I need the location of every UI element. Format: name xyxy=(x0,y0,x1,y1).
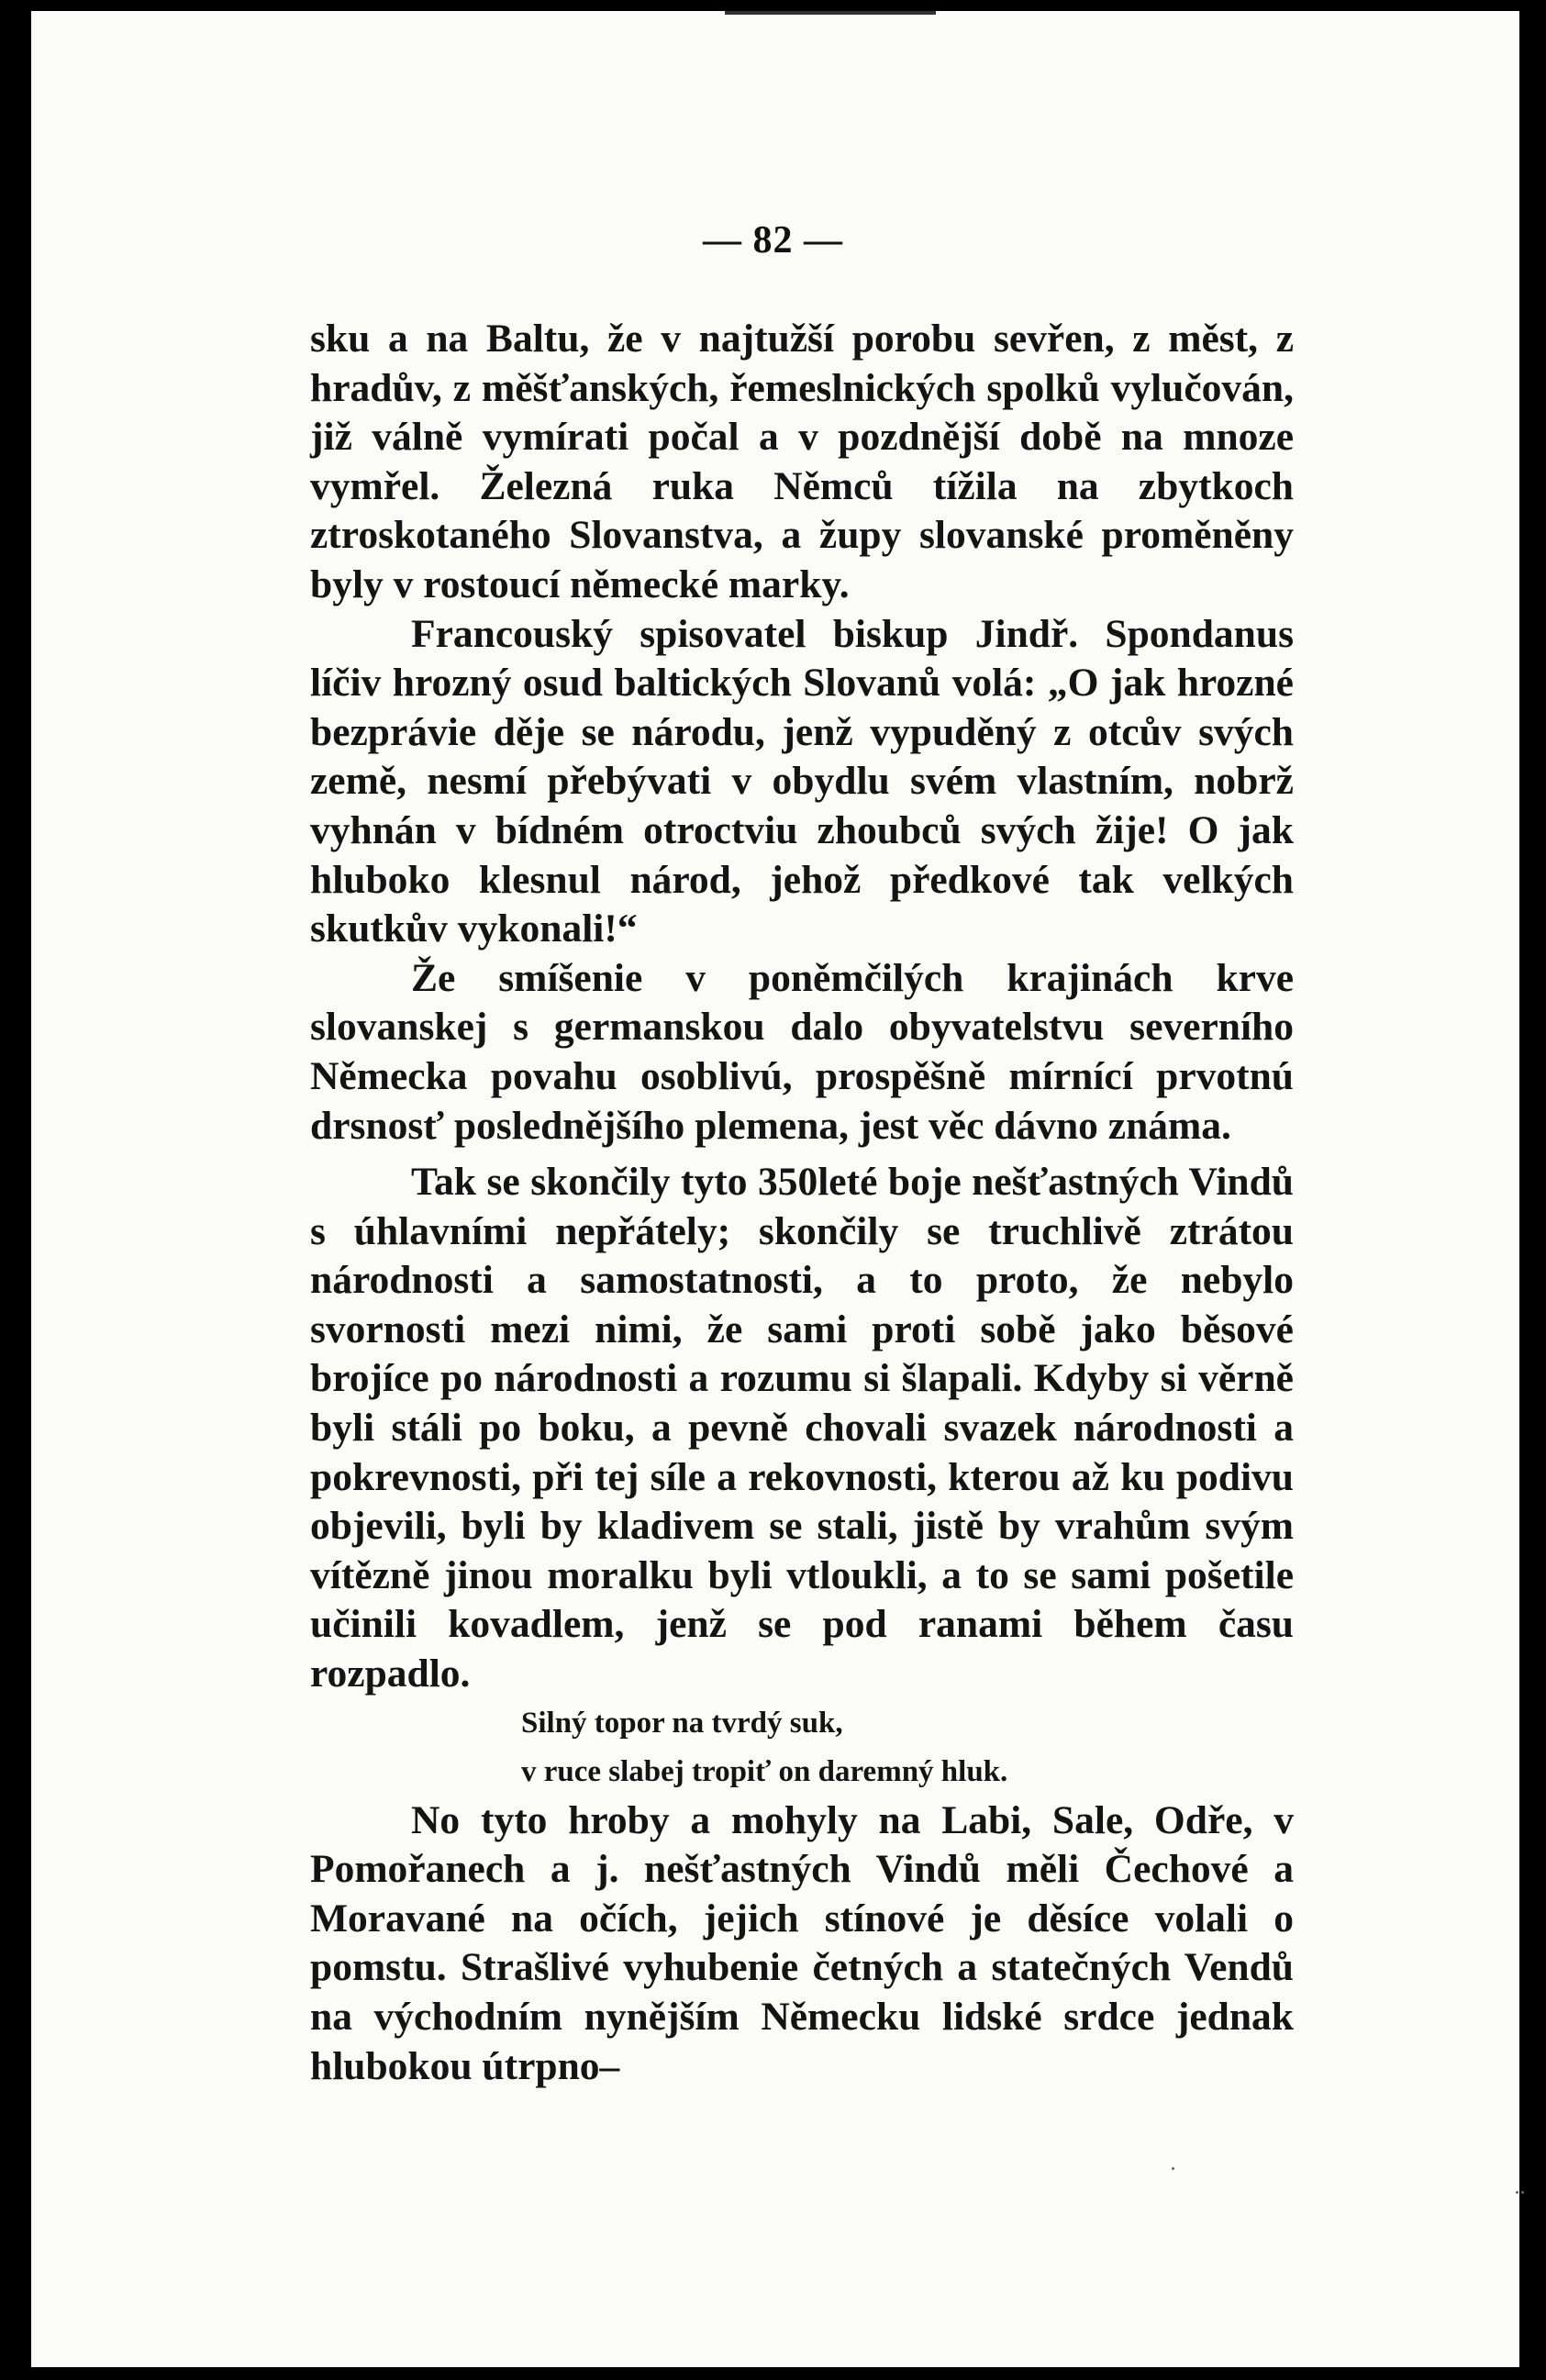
verse-line-1: Silný topor na tvrdý suk, xyxy=(521,1706,843,1740)
verse-line-2: v ruce slabej tropiť on daremný hluk. xyxy=(521,1754,1008,1788)
page-body xyxy=(310,315,1294,2091)
paragraph-4: Tak se skončily tyto 350leté boje nešťastných Vindů s úhlavními nepřátely; skončily se truchlivě ztrátou národnosti a samostatnosti, a to proto, že nebylo svornosti mezi nimi, že sami proti sobě jako běsové brojíce po národnosti a rozumu si šlapali. Kdyby si věrně byli stáli po boku, a pevně chovali svazek národnosti a pokrevnosti, při tej síle a rekovnosti, kterou až ku podivu objevili, byli by kladivem se stali, jistě by vrahům svým vítězně jinou moralku byli vtloukli, a to se sami pošetile učinili kovadlem, jenž se pod ranami během času rozpadlo. xyxy=(310,1160,1294,1696)
speck-mark xyxy=(1172,2167,1174,2170)
paragraph-2: Francouský spisovatel biskup Jindř. Spondanus líčiv hrozný osud baltických Slovanů volá: „O jak hrozné bezprávie děje se národu, jenž vypuděný z otcův svých země, nesmí přebývati v obydlu svém vlastním, nobrž vyhnán v bídném otroctviu zhoubců svých žije! O jak hluboko klesnul národ, jehož předkové tak velkých skutkův vykonali!“ xyxy=(310,611,1294,951)
speck-mark xyxy=(1516,2191,1518,2194)
paragraph-3: Že smíšenie v poněmčilých krajinách krve slovanskej s germanskou dalo obyvatelstvu severního Německa povahu osoblivú, prospěšně mírnící prvotnú drsnosť poslednějšího plemena, jest věc dávno známa. xyxy=(310,955,1294,1148)
paragraph-1: sku a na Baltu, že v najtužší porobu sevřen, z měst, z hradův, z měšťanských, řemeslnických spolků vylučován, již válně vymírati počal a v pozdnější době na mnoze vymřel. Železná ruka Němců tížila na zbytkoch ztroskotaného Slovanstva, a župy slovanské proměněny byly v rostoucí německé marky. xyxy=(310,317,1294,606)
top-edge-mark xyxy=(725,11,936,15)
paragraph-gap xyxy=(310,1151,1294,1158)
page-number-header: — 82 — xyxy=(703,219,843,261)
paragraph-5: No tyto hroby a mohyly na Labi, Sale, Odře, v Pomořanech a j. nešťastných Vindů měli Čechové a Moravané na očích, jejich stínové je děsíce volali o pomstu. Strašlivé vyhubenie četných a statečných Vendů na východním nynějším Německu lidské srdce jednak hlubokou útrpno– xyxy=(310,1797,1294,2088)
speck-mark xyxy=(1521,2191,1524,2194)
